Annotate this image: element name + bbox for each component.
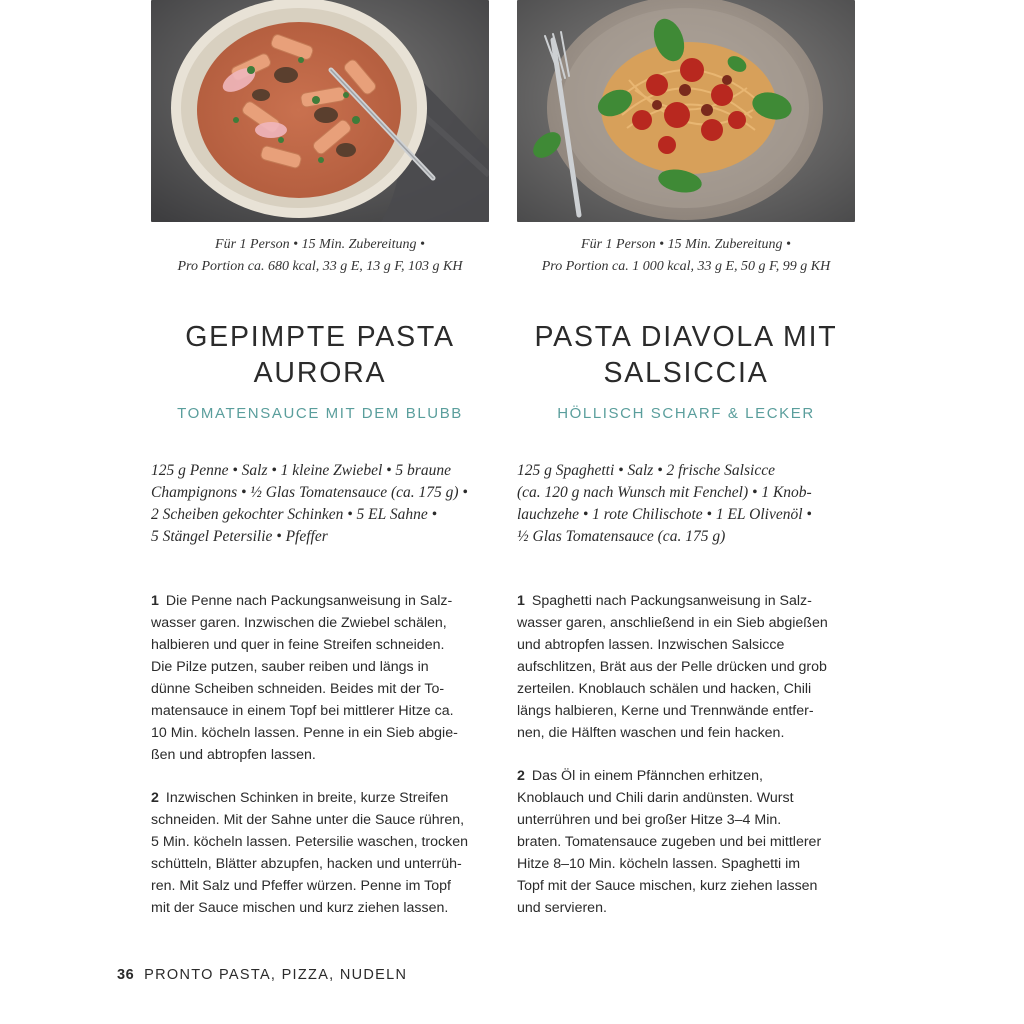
step-line: ßen und abtropfen lassen. bbox=[151, 747, 316, 763]
step-line: dünne Scheiben schneiden. Beides mit der To- bbox=[151, 681, 445, 697]
step-line: Hitze 8–10 Min. köcheln lassen. Spaghetti im bbox=[517, 856, 801, 872]
step-line bbox=[151, 787, 496, 809]
recipe-meta bbox=[151, 234, 489, 278]
recipe-meta bbox=[517, 234, 855, 278]
step-line: längs halbieren, Kerne und Trennwände entfer- bbox=[517, 703, 814, 719]
ingredient-line: (ca. 120 g nach Wunsch mit Fenchel) • 1 Knob- bbox=[517, 484, 812, 501]
title-line: AURORA bbox=[253, 357, 387, 389]
meta-line: Pro Portion ca. 1 000 kcal, 33 g E, 50 g F, 99 g KH bbox=[541, 259, 831, 274]
instruction-step bbox=[517, 765, 862, 919]
ingredient-line: Champignons • ½ Glas Tomatensauce (ca. 175 g) • bbox=[151, 484, 468, 501]
step-line: braten. Tomatensauce zugeben und bei mittlerer bbox=[517, 834, 822, 850]
step-line: und abtropfen lassen. Inzwischen Salsicce bbox=[517, 637, 785, 653]
recipe-title bbox=[131, 319, 509, 391]
step-line: matensauce in einem Topf bei mittlerer Hitze ca. bbox=[151, 703, 454, 719]
step-number: 2 bbox=[151, 790, 159, 806]
step-text: Die Penne nach Packungsanweisung in Salz- bbox=[165, 593, 453, 609]
recipe-subtitle: TOMATENSAUCE MIT DEM BLUBB bbox=[177, 405, 463, 422]
ingredient-line: ½ Glas Tomatensauce (ca. 175 g) bbox=[517, 528, 726, 545]
recipe-photo-spaghetti bbox=[517, 0, 855, 222]
title-line: PASTA DIAVOLA MIT bbox=[534, 321, 838, 353]
step-line: aufschlitzen, Brät aus der Pelle drücken und grob bbox=[517, 659, 827, 675]
step-line: und servieren. bbox=[517, 900, 607, 916]
step-number: 1 bbox=[517, 593, 525, 609]
ingredient-line: lauchzehe • 1 rote Chilischote • 1 EL Olivenöl • bbox=[517, 506, 812, 523]
ingredient-line: 125 g Penne • Salz • 1 kleine Zwiebel • 5 braune bbox=[151, 462, 451, 479]
step-line: nen, die Hälften waschen und fein hacken. bbox=[517, 725, 785, 741]
step-text: Inzwischen Schinken in breite, kurze Streifen bbox=[165, 790, 449, 806]
step-number: 2 bbox=[517, 768, 525, 784]
ingredient-list bbox=[517, 460, 867, 548]
title-line: SALSICCIA bbox=[603, 357, 769, 389]
step-line: Topf mit der Sauce mischen, kurz ziehen lassen bbox=[517, 878, 818, 894]
step-line bbox=[151, 590, 496, 612]
step-line bbox=[517, 765, 862, 787]
step-text: Das Öl in einem Pfännchen erhitzen, bbox=[531, 768, 763, 784]
step-line: schneiden. Mit der Sahne unter die Sauce rühren, bbox=[151, 812, 465, 828]
instruction-step bbox=[151, 590, 496, 766]
page-footer bbox=[117, 967, 407, 983]
step-line bbox=[517, 590, 862, 612]
step-line: halbieren und quer in feine Streifen schneiden. bbox=[151, 637, 445, 653]
section-title: PRONTO PASTA, PIZZA, NUDELN bbox=[144, 967, 408, 983]
recipe-column-right bbox=[517, 0, 855, 916]
step-text: Spaghetti nach Packungsanweisung in Salz- bbox=[531, 593, 812, 609]
instruction-step bbox=[517, 590, 862, 744]
step-line: schütteln, Blätter abzupfen, hacken und unterrüh- bbox=[151, 856, 462, 872]
title-line: GEPIMPTE PASTA bbox=[185, 321, 455, 353]
recipe-photo-penne bbox=[151, 0, 489, 222]
step-line: Knoblauch und Chili darin andünsten. Wurst bbox=[517, 790, 794, 806]
page-number: 36 bbox=[117, 967, 135, 983]
step-line: wasser garen, anschließend in ein Sieb abgießen bbox=[517, 615, 828, 631]
instruction-steps bbox=[517, 590, 862, 940]
recipe-subtitle: HÖLLISCH SCHARF & LECKER bbox=[557, 405, 815, 422]
ingredient-line: 5 Stängel Petersilie • Pfeffer bbox=[151, 528, 328, 545]
meta-line: Für 1 Person • 15 Min. Zubereitung • bbox=[581, 237, 791, 252]
ingredient-line: 125 g Spaghetti • Salz • 2 frische Salsicce bbox=[517, 462, 775, 479]
ingredient-line: 2 Scheiben gekochter Schinken • 5 EL Sahne • bbox=[151, 506, 438, 523]
step-number: 1 bbox=[151, 593, 159, 609]
step-line: Die Pilze putzen, sauber reiben und längs in bbox=[151, 659, 429, 675]
step-line: wasser garen. Inzwischen die Zwiebel schälen, bbox=[151, 615, 447, 631]
step-line: zerteilen. Knoblauch schälen und hacken, Chili bbox=[517, 681, 812, 697]
recipe-column-left bbox=[151, 0, 489, 916]
ingredient-list bbox=[151, 460, 501, 548]
step-line: ren. Mit Salz und Pfeffer würzen. Penne im Topf bbox=[151, 878, 451, 894]
step-line: mit der Sauce mischen und kurz ziehen lassen. bbox=[151, 900, 449, 916]
instruction-step bbox=[151, 787, 496, 919]
meta-line: Für 1 Person • 15 Min. Zubereitung • bbox=[215, 237, 425, 252]
step-line: unterrühren und bei großer Hitze 3–4 Min. bbox=[517, 812, 782, 828]
step-line: 10 Min. köcheln lassen. Penne in ein Sieb abgie- bbox=[151, 725, 458, 741]
meta-line: Pro Portion ca. 680 kcal, 33 g E, 13 g F, 103 g KH bbox=[177, 259, 463, 274]
instruction-steps bbox=[151, 590, 496, 940]
recipe-title bbox=[497, 319, 875, 391]
step-line: 5 Min. köcheln lassen. Petersilie waschen, trocken bbox=[151, 834, 469, 850]
